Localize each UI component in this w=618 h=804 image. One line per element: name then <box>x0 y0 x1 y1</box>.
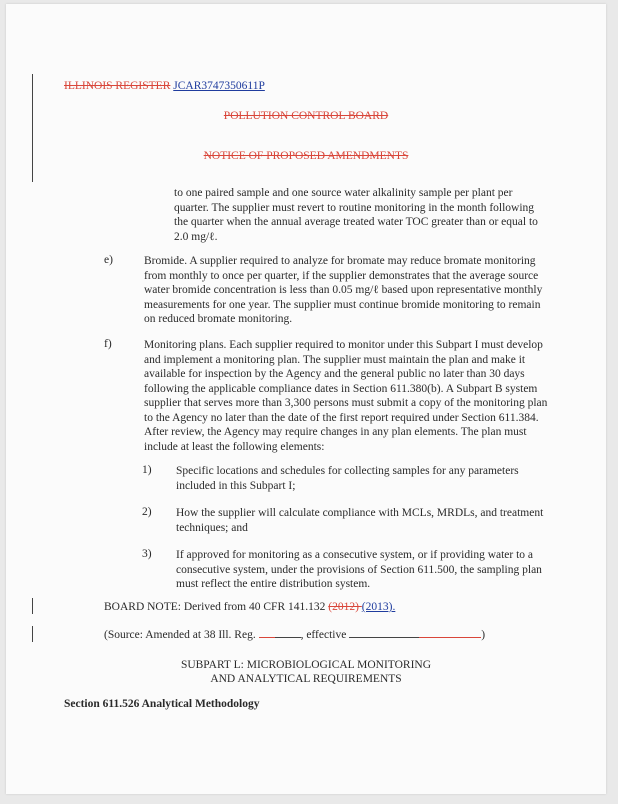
board-header: POLLUTION CONTROL BOARD <box>223 110 389 122</box>
board-note-struck: (2012) <box>328 601 362 613</box>
continuation-paragraph: to one paired sample and one source water alkalinity sample per plant per quarter. The supplier must revert to routine monitoring in the month following the quarter when the annual average treated water TOC greater than or equal to 2.0 mg/ℓ. <box>174 187 538 243</box>
board-note-prefix: BOARD NOTE: Derived from 40 CFR 141.132 <box>104 601 329 613</box>
register-inserted: JCAR3747350611P <box>173 80 265 92</box>
board-note-suffix: (2013). <box>361 601 396 613</box>
board-note <box>104 600 395 615</box>
register-struck: ILLINOIS REGISTER <box>64 80 171 92</box>
subitem-label-3: 3) <box>142 548 152 560</box>
source-effective-blank-red <box>419 637 481 638</box>
subpart-heading-line1: SUBPART L: MICROBIOLOGICAL MONITORING <box>180 659 432 671</box>
source-effective-blank <box>349 637 419 638</box>
source-line <box>104 628 485 643</box>
notice-header: NOTICE OF PROPOSED AMENDMENTS <box>203 150 409 162</box>
subitem-label-1: 1) <box>142 464 152 476</box>
source-reg-blank <box>275 637 301 638</box>
item-label-e: e) <box>104 254 113 266</box>
register-header <box>64 80 265 92</box>
document-page <box>6 4 606 794</box>
subitem-text-3: If approved for monitoring as a consecutive system, or if providing water to a consecutive system, under the provisions of Section 611.500, the sampling plan must reflect the entire distribution system. <box>176 549 542 590</box>
change-bar-source <box>32 626 33 642</box>
source-prefix: (Source: Amended at 38 Ill. Reg. <box>104 629 259 641</box>
item-text-e: Bromide. A supplier required to analyze for bromate may reduce bromate monitoring from monthly to once per quarter, if the supplier demonstrates that the average source water bromide concentration is less than 0.05 mg/ℓ based upon representative monthly measurements for one year. The supplier must continue bromide monitoring to remain on reduced bromate monitoring. <box>144 255 543 325</box>
change-bar-board-note <box>32 598 33 614</box>
source-end: ) <box>481 629 486 641</box>
subitem-label-2: 2) <box>142 506 152 518</box>
subitem-text-2: How the supplier will calculate compliance with MCLs, MRDLs, and treatment techniques; and <box>176 507 544 534</box>
subitem-text-1: Specific locations and schedules for collecting samples for any parameters included in this Subpart I; <box>176 465 519 492</box>
item-text-f: Monitoring plans. Each supplier required to monitor under this Subpart I must develop and implement a monitoring plan. The supplier must maintain the plan and make it available for inspection by the Agency and the general public no later than 30 days following the applicable compliance dates in Section 611.380(b). A Subpart B system supplier that serves more than 3,300 persons must submit a copy of the monitoring plan to the Agency no later than the date of the first report required under Section 611.384. After review, the Agency may require changes in any plan elements. The plan must include at least the following elements: <box>144 339 548 453</box>
subpart-heading-line2: AND ANALYTICAL REQUIREMENTS <box>210 673 402 685</box>
source-middle: , effective <box>300 629 350 641</box>
source-reg-blank-red <box>259 637 275 638</box>
change-bar-header <box>32 74 33 182</box>
section-heading: Section 611.526 Analytical Methodology <box>64 698 260 710</box>
item-label-f: f) <box>104 338 112 350</box>
